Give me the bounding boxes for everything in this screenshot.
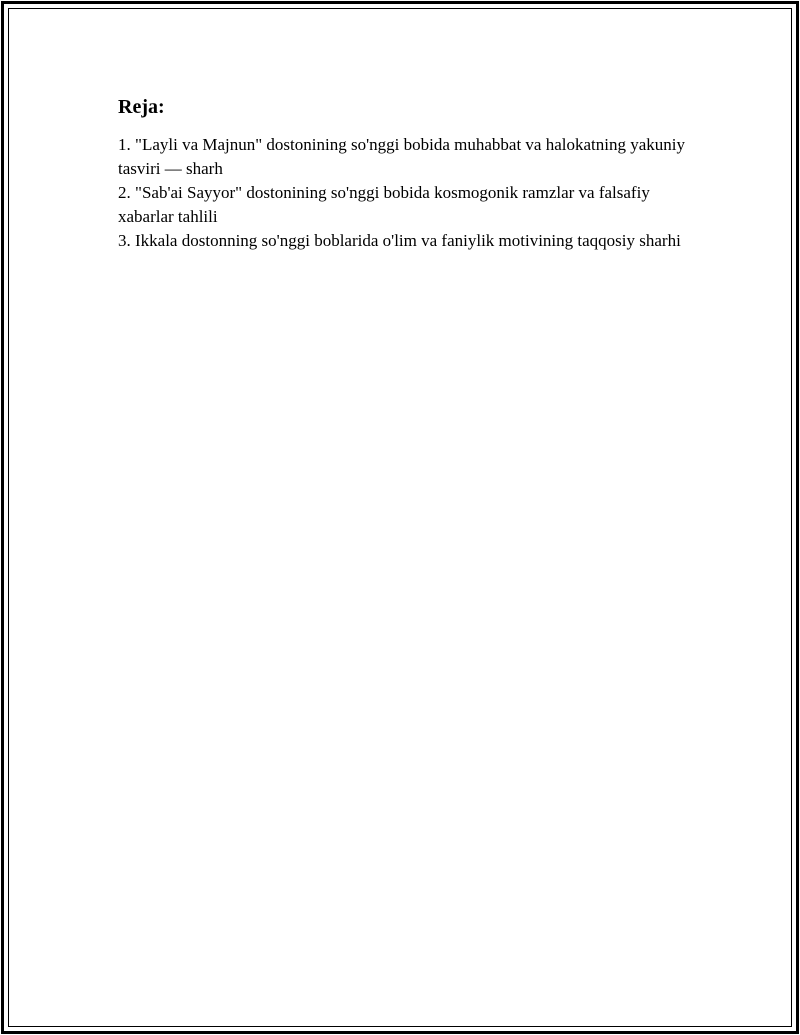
plan-item-3: 3. Ikkala dostonning so'nggi boblarida o'lim va faniylik motivining taqqosiy sharhi	[118, 231, 681, 250]
plan-item-2: 2. "Sab'ai Sayyor" dostonining so'nggi bobida kosmogonik ramzlar va falsafiy xabarlar tahlili	[118, 183, 650, 226]
plan-heading: Reja:	[118, 96, 165, 118]
plan-item-1: 1. "Layli va Majnun" dostonining so'nggi bobida muhabbat va halokatning yakuniy tasviri — sharh	[118, 135, 686, 178]
document-body	[118, 94, 698, 253]
plan-list	[118, 133, 698, 253]
